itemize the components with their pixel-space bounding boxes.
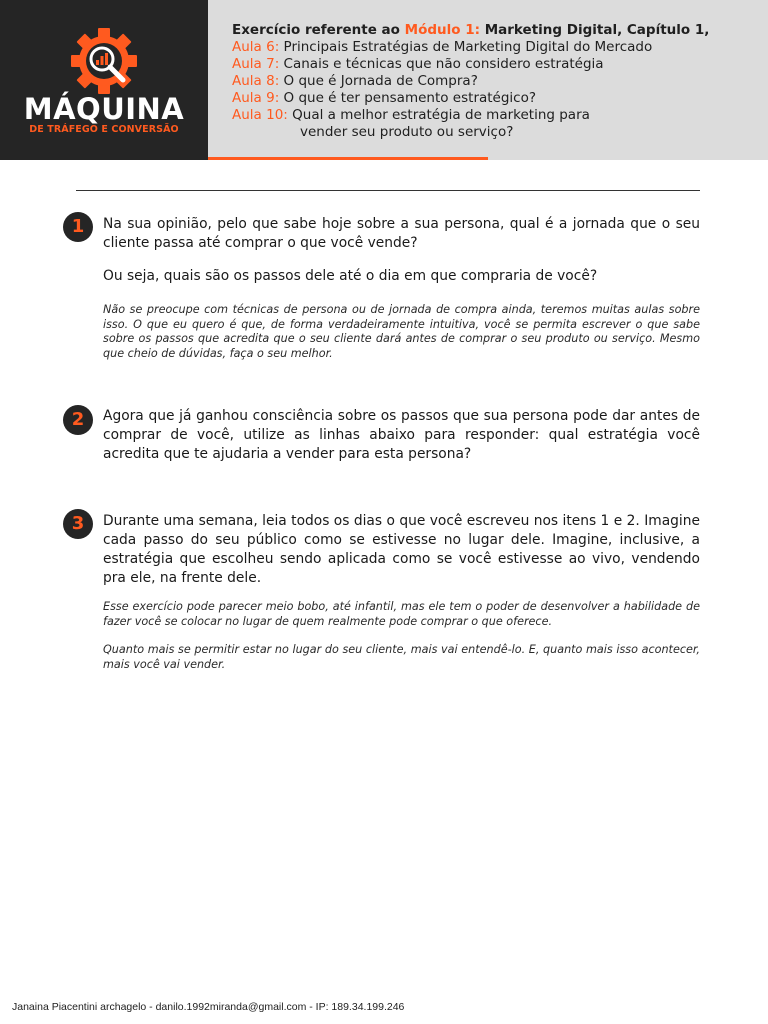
exercise-title-block	[232, 22, 752, 141]
question-2-text: Agora que já ganhou consciência sobre os passos que sua persona pode dar antes de comprar de você, utilize as linhas abaixo para responder: qual estratégia você acredita que te ajudaria a vender para esta persona?	[103, 408, 700, 462]
question-1-subtext: Ou seja, quais são os passos dele até o dia em que compraria de você?	[103, 268, 598, 284]
section-divider	[76, 190, 700, 191]
brand-name: MÁQUINA	[23, 92, 185, 126]
footer-watermark: Janaina Piacentini archagelo - danilo.1992miranda@gmail.com - IP: 189.34.199.246	[12, 1001, 405, 1013]
lesson-10-continuation: vender seu produto ou serviço?	[300, 124, 514, 140]
lesson-9: Aula 9: O que é ter pensamento estratégico?	[232, 90, 537, 106]
exercise-title: Exercício referente ao Módulo 1: Marketing Digital, Capítulo 1,	[232, 22, 710, 38]
question-1-note: Não se preocupe com técnicas de persona ou de jornada de compra ainda, teremos muitas aulas sobre isso. O que eu quero é que, de forma verdadeiramente intuitiva, você se permita escrever o que sabe sobre os passos que acredita que o seu cliente dará antes de comprar o seu produto ou serviço. Mesmo que cheio de dúvidas, faça o seu melhor.	[103, 303, 700, 360]
header-accent-rule	[208, 157, 488, 160]
lesson-10: Aula 10: Qual a melhor estratégia de marketing para	[232, 107, 590, 123]
question-number-1: 1	[63, 212, 93, 242]
question-3-note: Esse exercício pode parecer meio bobo, até infantil, mas ele tem o poder de desenvolver a habilidade de fazer você se colocar no lugar de quem realmente pode comprar o que oferece.	[103, 600, 700, 628]
page-header	[0, 0, 768, 160]
gear-magnifier-logo-icon	[69, 26, 139, 96]
question-number-2: 2	[63, 405, 93, 435]
question-3-note-2: Quanto mais se permitir estar no lugar do seu cliente, mais vai entendê-lo. E, quanto mais isso acontecer, mais você vai vender.	[103, 643, 700, 671]
logo-panel	[0, 0, 208, 160]
question-3-text: Durante uma semana, leia todos os dias o que você escreveu nos itens 1 e 2. Imagine cada passo do seu público como se estivesse no lugar dele. Imagine, inclusive, a estratégia que escolheu sendo aplicada como se você estivesse ao vivo, vendendo pra ele, na frente dele.	[103, 513, 700, 586]
brand-tagline: DE TRÁFEGO E CONVERSÃO	[29, 124, 179, 135]
question-1-text: Na sua opinião, pelo que sabe hoje sobre a sua persona, qual é a jornada que o seu cliente passa até comprar o que você vende?	[103, 216, 700, 251]
lesson-7: Aula 7: Canais e técnicas que não considero estratégia	[232, 56, 604, 72]
lesson-6: Aula 6: Principais Estratégias de Marketing Digital do Mercado	[232, 39, 653, 55]
lesson-8: Aula 8: O que é Jornada de Compra?	[232, 73, 478, 89]
question-number-3: 3	[63, 509, 93, 539]
